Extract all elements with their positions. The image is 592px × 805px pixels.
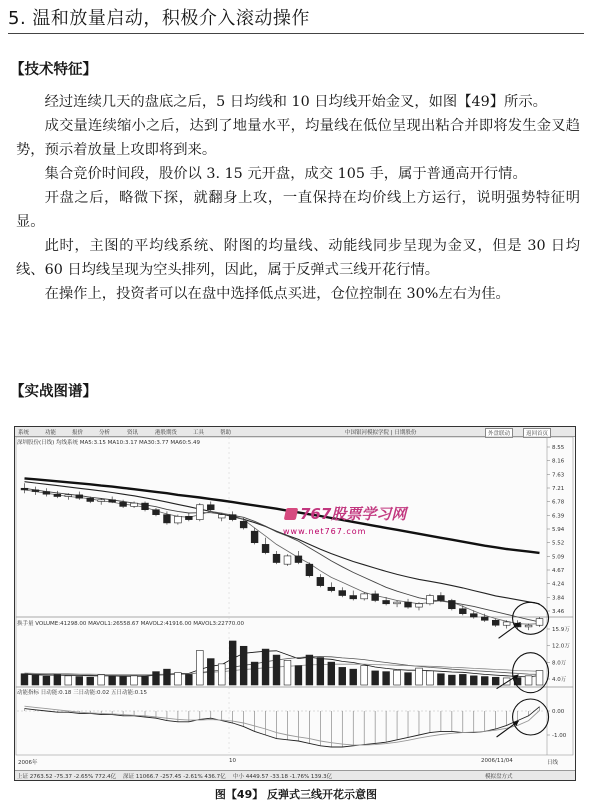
- candle-body: [503, 622, 510, 625]
- ma-line-ma10: [25, 488, 540, 622]
- volume-bar: [153, 672, 160, 685]
- date-label: 10: [229, 758, 236, 764]
- volume-panel-label: 换手量 VOLUME:41298.00 MAVOL1:26558.67 MAVOL2:41916.00 MAVOL3:22770.00: [17, 621, 245, 627]
- volume-tick-label: 15.9万: [552, 627, 570, 633]
- volume-ma-line: [25, 651, 540, 677]
- volume-bar: [98, 675, 105, 685]
- menu-item: 工具: [193, 430, 205, 436]
- volume-bar: [174, 673, 181, 685]
- candle-body: [229, 515, 236, 520]
- volume-bar: [131, 676, 138, 685]
- volume-ma-line: [25, 664, 540, 674]
- price-tick-label: 8.55: [552, 445, 565, 451]
- candle-body: [251, 531, 258, 543]
- volume-bar: [240, 646, 247, 685]
- volume-bar: [120, 677, 127, 685]
- candle-body: [525, 625, 532, 627]
- kline-chart: [15, 427, 575, 780]
- volume-bar: [427, 671, 434, 685]
- watermark-url: www.net767.com: [283, 527, 367, 536]
- price-tick-label: 3.84: [552, 595, 565, 602]
- menu-item: 帮助: [220, 430, 232, 436]
- price-tick-label: 5.94: [552, 527, 565, 533]
- menu-item: 资讯: [127, 430, 139, 436]
- candle-body: [109, 500, 116, 502]
- volume-bar: [229, 641, 236, 685]
- volume-bar: [87, 677, 94, 685]
- candle-body: [142, 503, 149, 510]
- candle-body: [437, 596, 444, 601]
- volume-bar: [525, 676, 532, 685]
- candle-body: [317, 577, 324, 585]
- volume-bar: [317, 658, 324, 685]
- volume-bar: [21, 674, 28, 685]
- candle-body: [207, 505, 214, 510]
- candle-body: [120, 502, 127, 506]
- price-tick-label: 7.63: [552, 472, 565, 479]
- candle-body: [98, 500, 105, 502]
- price-tick-label: 5.52: [552, 540, 565, 547]
- candle-body: [448, 600, 455, 608]
- volume-bar: [65, 676, 72, 685]
- volume-bar: [218, 664, 225, 685]
- date-label: 2006/11/04: [481, 758, 513, 764]
- volume-bar: [109, 676, 116, 685]
- paragraph: 集合竞价时间段，股价以 3. 15 元开盘，成交 105 手，属于普通高开行情。: [44, 166, 527, 182]
- price-tick-label: 6.78: [552, 499, 565, 506]
- candle-body: [350, 596, 357, 599]
- candle-body: [372, 594, 379, 601]
- watermark-icon: [284, 508, 299, 520]
- body-text: [16, 90, 580, 306]
- volume-bar: [273, 655, 280, 685]
- paragraph: 此时，主图的平均线系统、附图的均量线、动能线同步呈现为金叉，但是 30 日均线、60 日均线呈现为空头排列，因此，属于反弹式三线开花行情。: [16, 238, 580, 278]
- candle-body: [295, 556, 302, 563]
- volume-bar: [448, 675, 455, 685]
- price-tick-label: 5.09: [552, 554, 565, 561]
- price-tick-label: 8.16: [552, 458, 565, 465]
- volume-bar: [196, 650, 203, 685]
- candle-body: [32, 490, 39, 492]
- volume-bar: [207, 659, 214, 685]
- status-mode: 模拟盘方式: [485, 774, 513, 780]
- candle-body: [153, 510, 160, 515]
- candle-body: [284, 556, 291, 564]
- volume-bar: [295, 666, 302, 685]
- volume-tick-label: 8.0万: [552, 660, 567, 667]
- status-index: 上证 2763.52 -75.37 -2.65% 772.4亿: [17, 774, 117, 780]
- volume-bar: [383, 672, 390, 685]
- candle-body: [361, 594, 368, 599]
- volume-bar: [437, 674, 444, 685]
- candle-body: [405, 602, 412, 607]
- candle-body: [76, 495, 83, 498]
- highlight-circle: [513, 602, 549, 634]
- volume-bar: [32, 675, 39, 685]
- candle-body: [262, 544, 269, 552]
- volume-bar: [164, 669, 171, 685]
- volume-bar: [142, 677, 149, 685]
- candle-body: [536, 619, 543, 626]
- price-tick-label: 4.67: [552, 568, 565, 574]
- highlight-circle: [513, 699, 549, 735]
- candle-body: [416, 604, 423, 607]
- menu-button: 返回首页: [523, 428, 551, 438]
- menu-button: 外盘联动: [485, 428, 513, 438]
- figure-caption: 图【49】 反弹式三线开花示意图: [214, 788, 378, 801]
- panel-frame: [16, 687, 573, 755]
- status-index: 中小 4449.57 -33.18 -1.76% 139.3亿: [233, 774, 333, 780]
- volume-tick-label: 4.0万: [552, 677, 567, 683]
- volume-bar: [416, 668, 423, 685]
- candle-body: [459, 609, 466, 614]
- menu-item: 功能: [45, 430, 57, 436]
- volume-bar: [536, 671, 543, 685]
- date-label: 2006年: [18, 760, 38, 766]
- candle-body: [273, 554, 280, 562]
- price-tick-label: 6.39: [552, 513, 565, 520]
- candle-body: [394, 602, 401, 604]
- volume-bar: [284, 660, 291, 685]
- momentum-tick-label: 0.00: [552, 709, 565, 715]
- candle-body: [240, 521, 247, 528]
- menu-item: 港股期货: [155, 430, 178, 436]
- volume-tick-label: 12.0万: [552, 643, 570, 650]
- volume-bar: [470, 676, 477, 685]
- section-heading: 5. 温和放量启动，积极介入滚动操作: [8, 8, 310, 29]
- volume-bar: [394, 670, 401, 685]
- volume-bar: [372, 671, 379, 685]
- price-panel-label: 深圳股份(日线) 均线系统 MA5:3.15 MA10:3.17 MA30:3.77 MA60:5.49: [17, 440, 200, 446]
- candle-body: [339, 591, 346, 596]
- candle-body: [427, 596, 434, 604]
- candle-body: [65, 495, 72, 497]
- status-index: 深证 11066.7 -257.45 -2.61% 436.7亿: [123, 774, 226, 780]
- candle-body: [174, 516, 181, 523]
- candle-body: [196, 505, 203, 520]
- heading-rule: [8, 33, 584, 34]
- section-label-chart: 【实战图谱】: [10, 384, 97, 400]
- volume-bar: [262, 649, 269, 685]
- candle-body: [492, 620, 499, 625]
- volume-bar: [76, 677, 83, 685]
- candle-body: [54, 494, 61, 496]
- menu-item: 系统: [18, 430, 30, 436]
- volume-bar: [54, 674, 61, 685]
- volume-bar: [43, 676, 50, 685]
- candle-body: [218, 515, 225, 518]
- paragraph: 成交量连续缩小之后，达到了地量水平，均量线在低位呈现出粘合并即将发生金叉趋势，预示着放量上攻即将到来。: [16, 118, 580, 158]
- section-label-tech: 【技术特征】: [10, 62, 97, 78]
- ma-line-ma60: [25, 478, 540, 553]
- candle-body: [43, 492, 50, 495]
- menu-item: 报价: [72, 430, 84, 436]
- momentum-tick-label: -1.00: [552, 733, 567, 739]
- candle-body: [87, 498, 94, 501]
- candle-body: [306, 564, 313, 576]
- paragraph: 经过连续几天的盘底之后，5 日均线和 10 日均线开始金叉，如图【49】所示。: [44, 94, 547, 110]
- volume-bar: [185, 674, 192, 685]
- candle-body: [185, 516, 192, 519]
- price-tick-label: 4.24: [552, 581, 565, 588]
- candle-body: [481, 617, 488, 620]
- chart-window-title: 中国银河模拟学院 | 日期股份: [345, 430, 417, 436]
- candle-body: [131, 503, 138, 506]
- candle-body: [164, 515, 171, 523]
- volume-bar: [481, 677, 488, 685]
- volume-bar: [492, 677, 499, 685]
- volume-bar: [328, 662, 335, 685]
- paragraph: 开盘之后，略微下探，就翻身上攻，一直保持在均价线上方运行，说明强势特征明显。: [16, 190, 580, 230]
- paragraph: 在操作上，投资者可以在盘中选择低点买进，仓位控制在 30%左右为佳。: [44, 286, 510, 302]
- candle-body: [328, 587, 335, 590]
- momentum-line: [25, 707, 540, 747]
- watermark-logo: 767股票学习网: [285, 503, 406, 524]
- period-tag: 日线: [547, 760, 559, 766]
- candle-body: [470, 614, 477, 617]
- chart-statusbar: [15, 770, 575, 780]
- volume-bar: [361, 666, 368, 685]
- candle-body: [21, 488, 28, 490]
- momentum-panel-label: 动能指标 日动能:0.18 三日动能:0.02 五日动能:0.15: [17, 690, 148, 696]
- menu-item: 分析: [99, 430, 111, 436]
- volume-bar: [251, 662, 258, 685]
- volume-bar: [339, 667, 346, 685]
- stock-chart-figure: [14, 426, 576, 781]
- volume-bar: [306, 655, 313, 685]
- candle-body: [383, 600, 390, 603]
- price-tick-label: 7.21: [552, 486, 565, 492]
- volume-bar: [405, 673, 412, 685]
- volume-bar: [350, 669, 357, 685]
- price-tick-label: 3.46: [552, 609, 565, 615]
- volume-bar: [459, 674, 466, 685]
